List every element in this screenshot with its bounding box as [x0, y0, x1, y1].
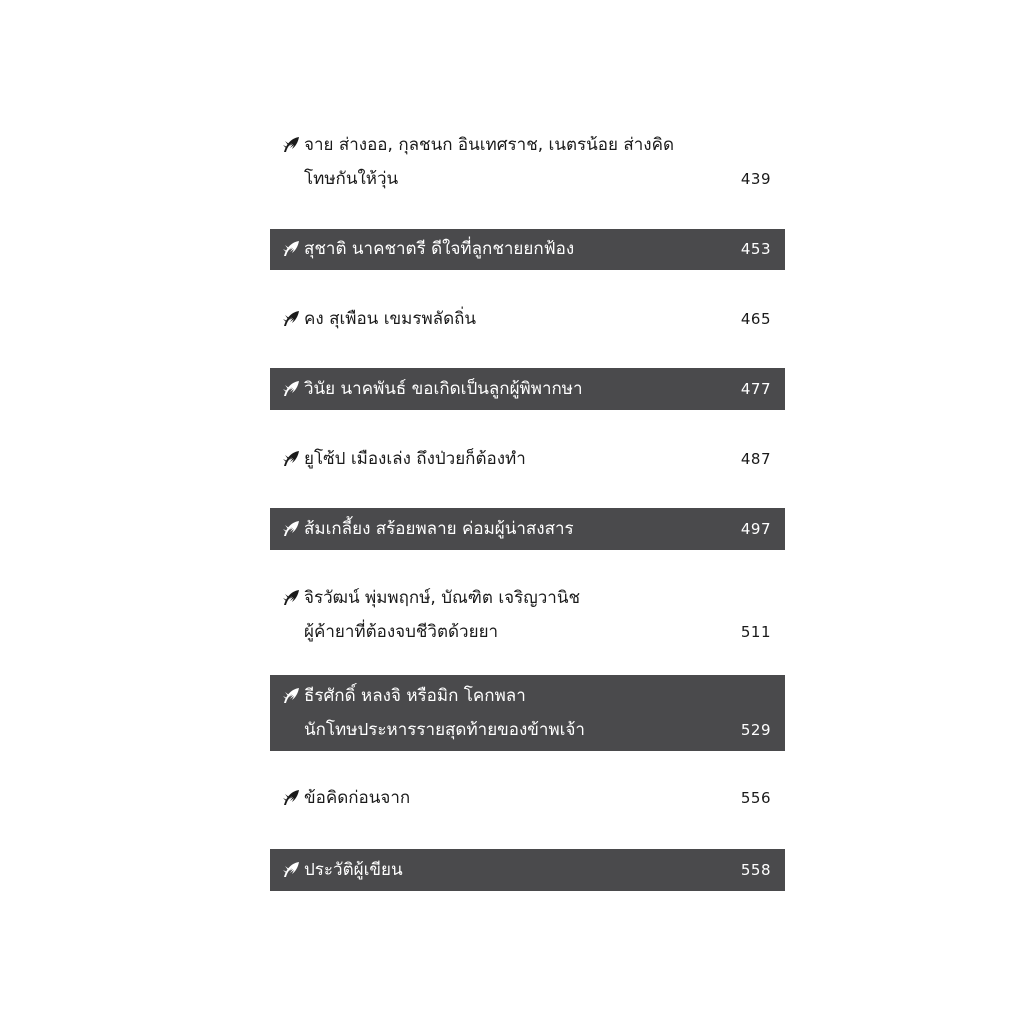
toc-page-number: 529	[740, 721, 771, 739]
toc-page-number: 465	[740, 310, 771, 328]
toc-entry-line	[280, 128, 771, 162]
toc-page-number: 439	[740, 170, 771, 188]
toc-entry-line	[280, 679, 771, 713]
toc-entry-line	[280, 232, 771, 266]
leaf-icon	[280, 853, 302, 887]
toc-entry-title: ประวัติผู้เขียน	[304, 860, 403, 880]
leaf-icon	[280, 512, 302, 546]
toc-entry	[270, 128, 785, 196]
toc-entry	[270, 442, 785, 476]
toc-page-number: 453	[740, 240, 771, 258]
toc-entry	[270, 849, 785, 891]
toc-entry	[270, 368, 785, 410]
toc-entry-line	[280, 162, 771, 196]
toc-page-number: 477	[740, 380, 771, 398]
toc-entry-title: จิรวัฒน์ พุ่มพฤกษ์, บัณฑิต เจริญวานิช	[304, 588, 580, 608]
leaf-icon	[280, 232, 302, 266]
toc-entry-line	[280, 442, 771, 476]
toc-entry-title: จาย ส่างออ, กุลชนก อินเทศราช, เนตรน้อย ส่างคิด	[304, 135, 674, 155]
leaf-icon	[280, 442, 302, 476]
toc-page-number: 487	[740, 450, 771, 468]
toc-entry-title: วินัย นาคพันธ์ ขอเกิดเป็นลูกผู้พิพากษา	[304, 379, 583, 399]
toc-entry	[270, 581, 785, 649]
toc-entry	[270, 302, 785, 336]
toc-entry-title: ยูโซ้ป เมืองเล่ง ถึงป่วยก็ต้องทำ	[304, 449, 526, 469]
leaf-icon	[280, 128, 302, 162]
toc-entry	[270, 675, 785, 751]
toc-page-number: 558	[740, 861, 771, 879]
toc-entry-title: ส้มเกลี้ยง สร้อยพลาย ค่อมผู้น่าสงสาร	[304, 519, 574, 539]
toc-entry-title: นักโทษประหารรายสุดท้ายของข้าพเจ้า	[304, 720, 585, 740]
leaf-icon	[280, 679, 302, 713]
toc-entry-title: คง สุเพือน เขมรพลัดถิ่น	[304, 309, 477, 329]
toc-entry-line	[280, 853, 771, 887]
toc-entry-line	[280, 781, 771, 815]
leaf-icon	[280, 581, 302, 615]
toc-entry	[270, 508, 785, 550]
leaf-icon	[280, 302, 302, 336]
toc-entry-title: โทษกันให้วุ่น	[304, 169, 399, 189]
toc-entry	[270, 229, 785, 270]
toc-page-number: 511	[740, 623, 771, 641]
toc-page-number: 556	[740, 789, 771, 807]
toc-entry-title: ผู้ค้ายาที่ต้องจบชีวิตด้วยยา	[304, 622, 499, 642]
leaf-icon	[280, 372, 302, 406]
toc-entry-title: ข้อคิดก่อนจาก	[304, 788, 411, 808]
toc-entry-line	[280, 581, 771, 615]
toc-entry-line	[280, 713, 771, 747]
toc-entry-line	[280, 512, 771, 546]
leaf-icon	[280, 781, 302, 815]
toc-entry-title: ธีรศักดิ์ หลงจิ หรือมิก โคกพลา	[304, 686, 526, 706]
toc-entry	[270, 781, 785, 815]
toc-entry-line	[280, 372, 771, 406]
toc-entry-line	[280, 615, 771, 649]
toc-page-number: 497	[740, 520, 771, 538]
toc-entry-title: สุชาติ นาคชาตรี ดีใจที่ลูกชายยกฟ้อง	[304, 239, 575, 259]
toc-entry-line	[280, 302, 771, 336]
